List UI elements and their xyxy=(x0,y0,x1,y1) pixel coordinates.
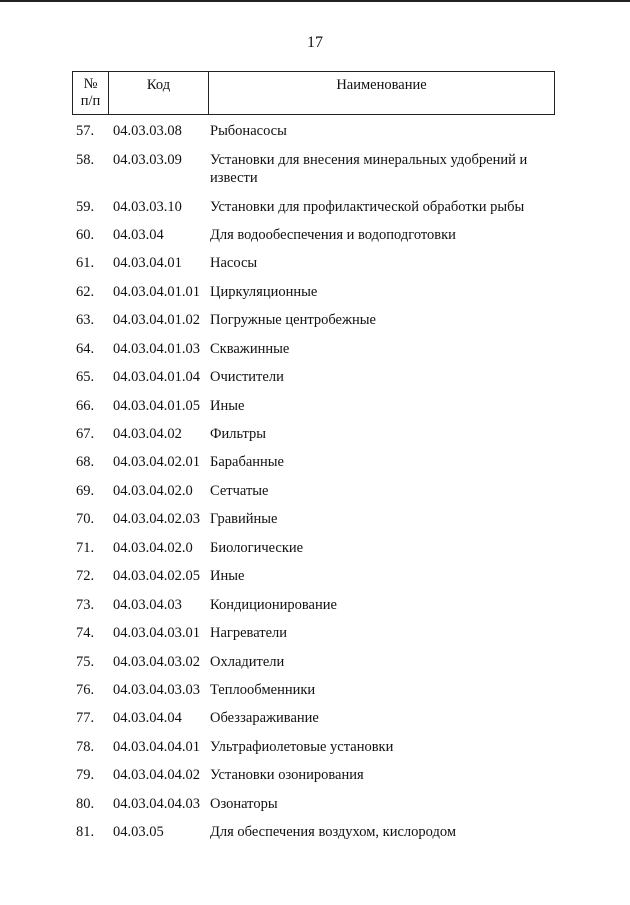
row-code: 04.03.04.01.04 xyxy=(113,369,200,385)
row-number: 68. xyxy=(76,454,95,470)
row-name: Насосы xyxy=(210,255,258,271)
row-code: 04.03.04.01.01 xyxy=(113,284,200,300)
row-name: Озонаторы xyxy=(210,796,278,812)
row-code: 04.03.04.02.03 xyxy=(113,511,200,527)
row-code: 04.03.03.08 xyxy=(113,123,182,139)
row-number: 81. xyxy=(76,824,95,840)
row-name: Установки для внесения минеральных удобрений и извести xyxy=(210,152,528,186)
row-number: 79. xyxy=(76,767,95,783)
row-name: Охладители xyxy=(210,654,285,670)
row-number: 77. xyxy=(76,710,95,726)
row-code: 04.03.04.04.02 xyxy=(113,767,200,783)
row-number: 78. xyxy=(76,739,95,755)
row-code: 04.03.04.02.01 xyxy=(113,454,200,470)
row-number: 64. xyxy=(76,341,95,357)
row-number: 62. xyxy=(76,284,95,300)
row-name: Кондиционирование xyxy=(210,597,337,613)
row-number: 60. xyxy=(76,227,95,243)
row-code: 04.03.04.01 xyxy=(113,255,182,271)
row-name: Погружные центробежные xyxy=(210,312,376,328)
header-num xyxy=(73,72,109,114)
header-name: Наименование xyxy=(336,77,427,93)
row-code: 04.03.04 xyxy=(113,227,164,243)
row-name: Циркуляционные xyxy=(210,284,318,300)
row-number: 59. xyxy=(76,199,95,215)
row-number: 70. xyxy=(76,511,95,527)
row-number: 75. xyxy=(76,654,95,670)
row-name: Для водообеспечения и водоподготовки xyxy=(210,227,456,243)
row-name: Гравийные xyxy=(210,511,278,527)
row-number: 80. xyxy=(76,796,95,812)
row-code: 04.03.04.03 xyxy=(113,597,182,613)
row-code: 04.03.04.03.01 xyxy=(113,625,200,641)
row-number: 73. xyxy=(76,597,95,613)
row-number: 71. xyxy=(76,540,95,556)
row-code: 04.03.04.04 xyxy=(113,710,182,726)
row-number: 76. xyxy=(76,682,95,698)
row-number: 57. xyxy=(76,123,95,139)
row-number: 66. xyxy=(76,398,95,414)
header-code: Код xyxy=(109,72,209,114)
row-name: Ультрафиолетовые установки xyxy=(210,739,394,755)
row-name: Иные xyxy=(210,398,245,414)
row-code: 04.03.04.02.05 xyxy=(113,568,200,584)
row-name: Установки озонирования xyxy=(210,767,364,783)
row-code: 04.03.04.02 xyxy=(113,426,182,442)
row-name: Скважинные xyxy=(210,341,290,357)
row-code: 04.03.04.01.03 xyxy=(113,341,200,357)
row-name: Биологические xyxy=(210,540,304,556)
row-name: Иные xyxy=(210,568,245,584)
page-top-border xyxy=(0,0,630,2)
row-name: Очистители xyxy=(210,369,284,385)
row-name: Установки для профилактической обработки рыбы xyxy=(210,199,525,215)
row-code: 04.03.04.01.02 xyxy=(113,312,200,328)
header-num-label: № п/п xyxy=(80,76,101,109)
row-code: 04.03.04.03.03 xyxy=(113,682,200,698)
row-name: Сетчатые xyxy=(210,483,269,499)
row-code: 04.03.04.04.01 xyxy=(113,739,200,755)
row-number: 63. xyxy=(76,312,95,328)
row-number: 61. xyxy=(76,255,95,271)
row-code: 04.03.04.03.02 xyxy=(113,654,200,670)
row-name: Для обеспечения воздухом, кислородом xyxy=(210,824,456,840)
row-name: Теплообменники xyxy=(210,682,316,698)
row-number: 58. xyxy=(76,152,95,168)
row-name: Нагреватели xyxy=(210,625,288,641)
row-name: Фильтры xyxy=(210,426,267,442)
row-number: 65. xyxy=(76,369,95,385)
row-code: 04.03.04.01.05 xyxy=(113,398,200,414)
row-number: 67. xyxy=(76,426,95,442)
row-number: 74. xyxy=(76,625,95,641)
row-code: 04.03.03.09 xyxy=(113,152,182,168)
row-name: Рыбонасосы xyxy=(210,123,287,139)
row-name: Обеззараживание xyxy=(210,710,319,726)
row-code: 04.03.04.02.0 xyxy=(113,483,193,499)
row-number: 69. xyxy=(76,483,95,499)
row-code: 04.03.03.10 xyxy=(113,199,182,215)
row-number: 72. xyxy=(76,568,95,584)
row-code: 04.03.04.04.03 xyxy=(113,796,200,812)
page-number: 17 xyxy=(307,34,323,51)
row-code: 04.03.05 xyxy=(113,824,164,840)
row-name: Барабанные xyxy=(210,454,284,470)
table-header xyxy=(72,71,555,115)
row-code: 04.03.04.02.0 xyxy=(113,540,193,556)
